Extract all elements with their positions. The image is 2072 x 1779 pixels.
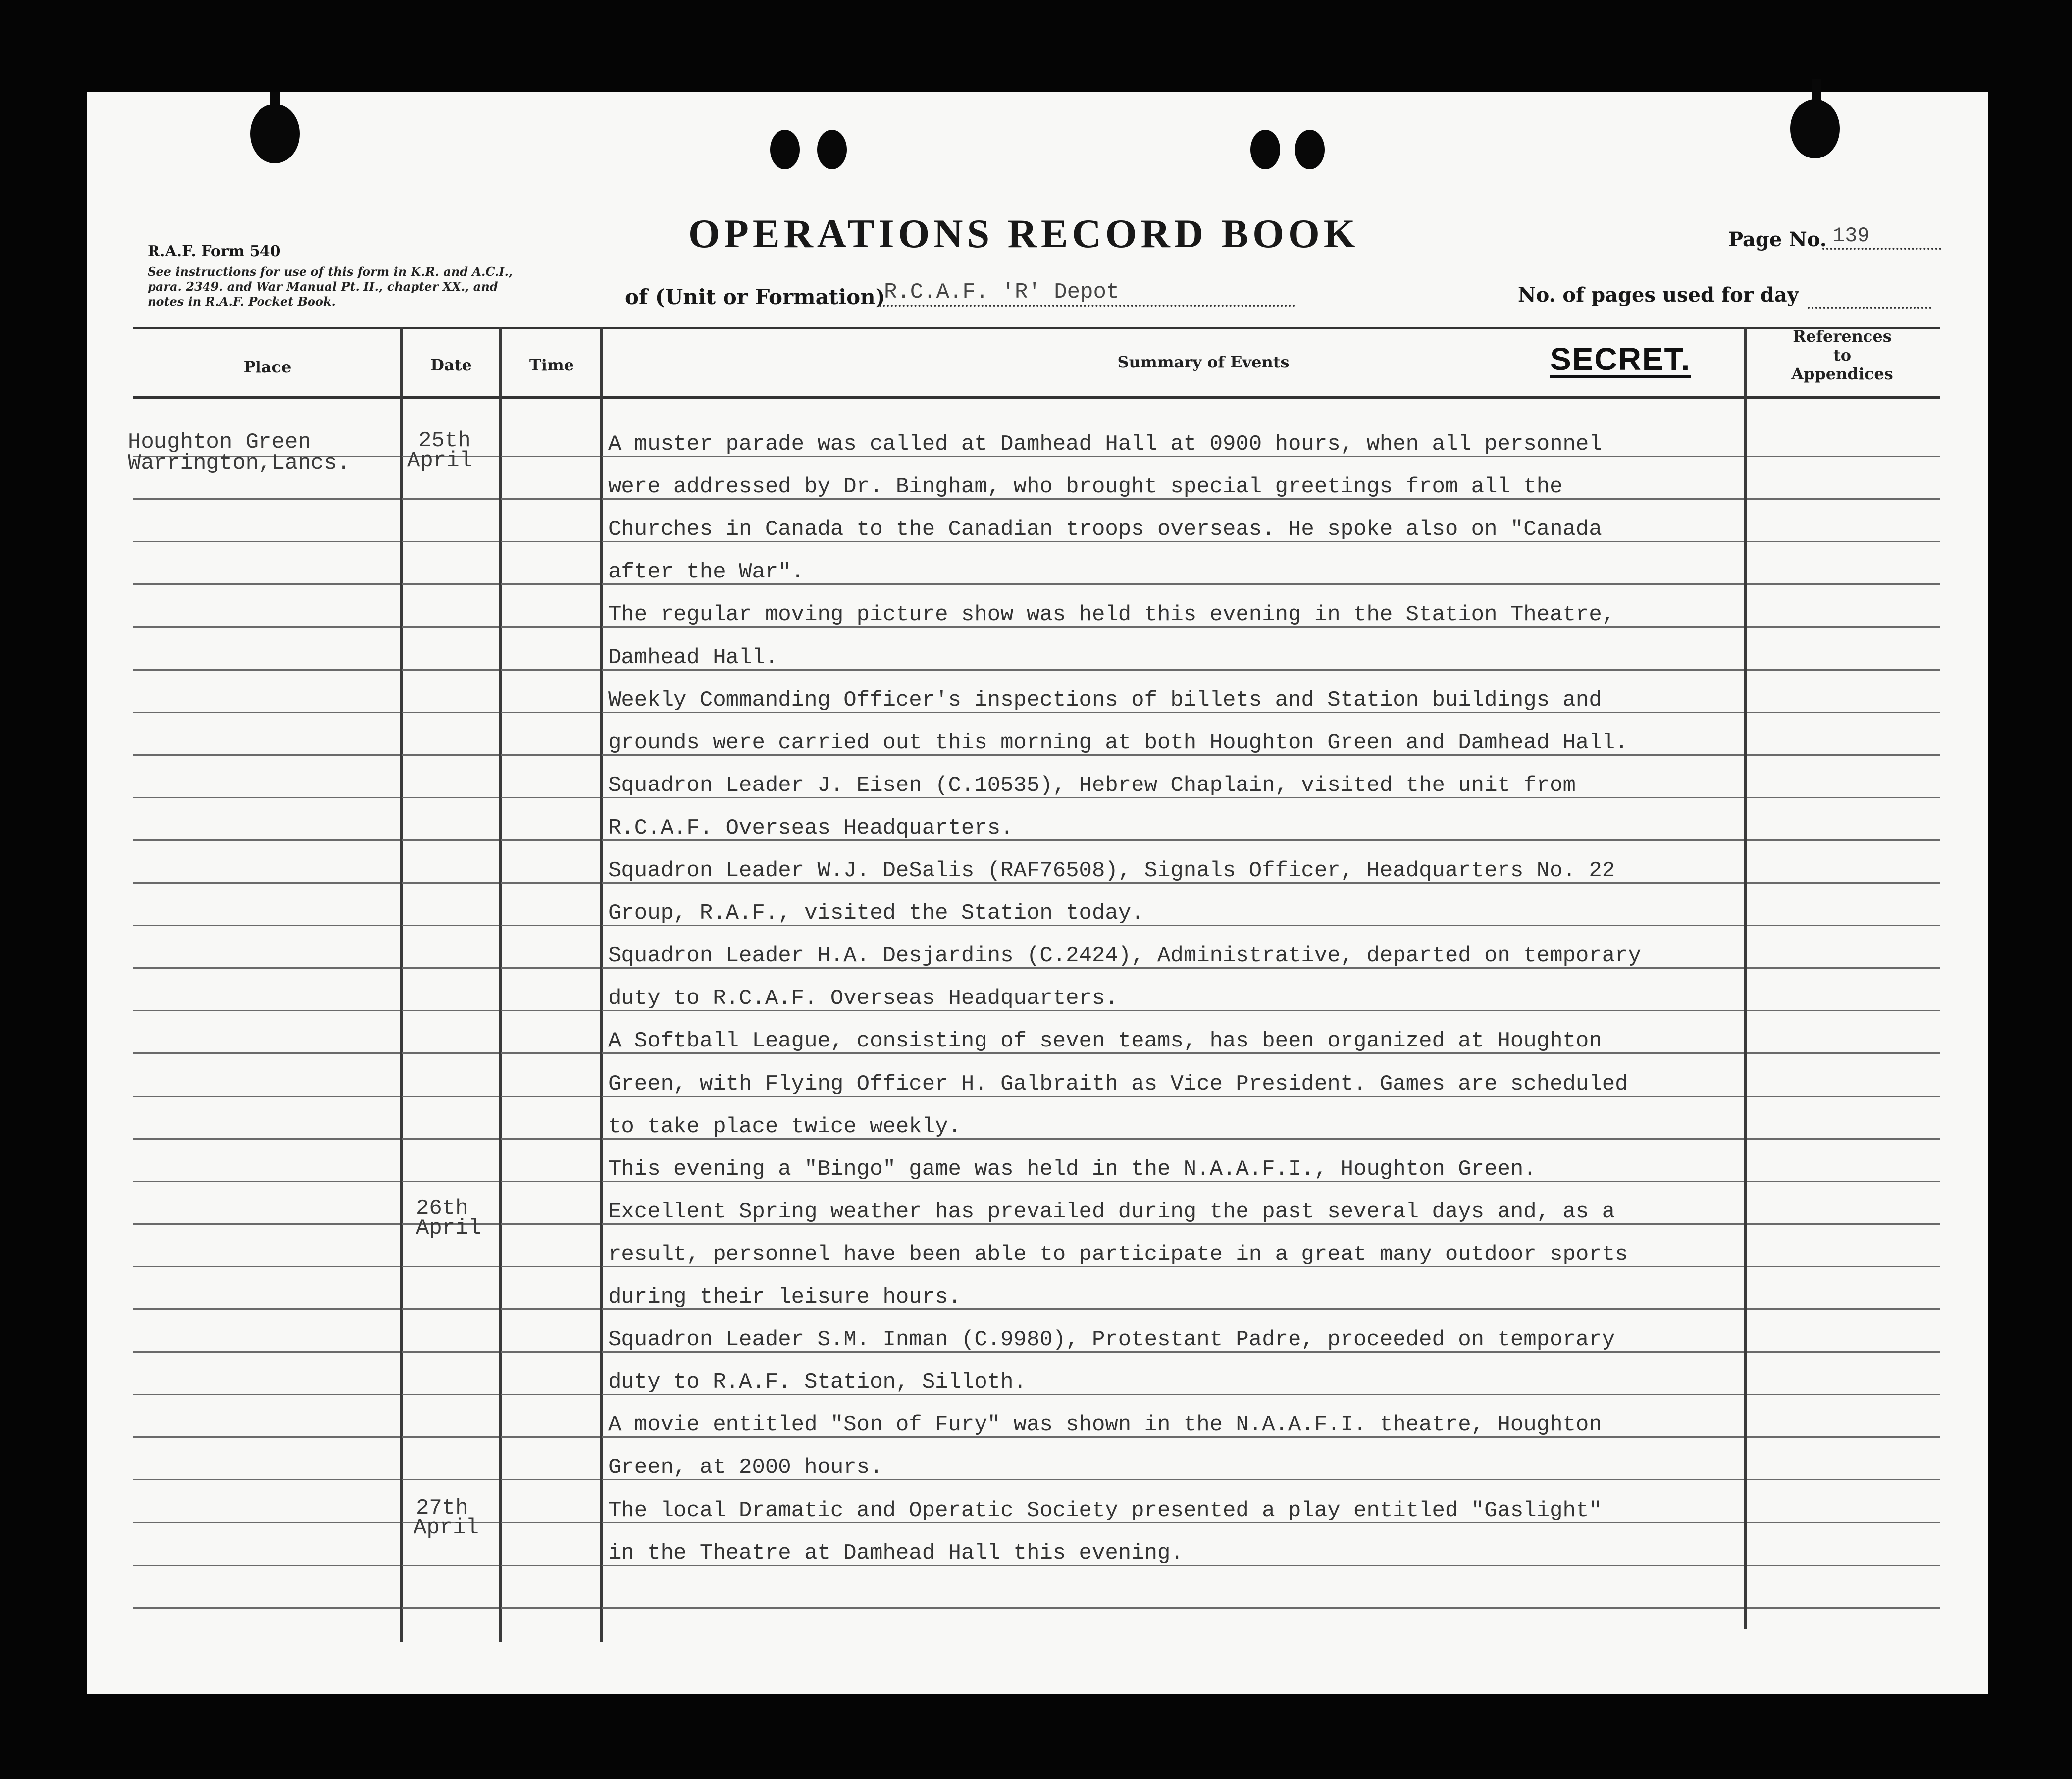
ruled-line <box>1747 1308 1940 1310</box>
ruled-line <box>1747 1522 1940 1523</box>
right-binder-hole <box>1790 99 1840 158</box>
date-25-day: 25th <box>418 428 471 453</box>
event-line: Squadron Leader J. Eisen (C.10535), Hebrew Chaplain, visited the unit from <box>608 773 1576 798</box>
ruled-line <box>1747 1479 1940 1480</box>
ruled-line <box>402 626 499 628</box>
ruled-line <box>501 626 600 628</box>
ruled-line <box>1747 1010 1940 1011</box>
header-references-line1: References <box>1793 327 1892 346</box>
event-line: Squadron Leader S.M. Inman (C.9980), Protestant Padre, proceeded on temporary <box>608 1327 1615 1352</box>
ruled-line <box>1747 583 1940 585</box>
page-title: OPERATIONS RECORD BOOK <box>688 211 1359 256</box>
ruled-line <box>1747 1607 1940 1609</box>
event-line: Squadron Leader W.J. DeSalis (RAF76508), Signals Officer, Headquarters No. 22 <box>608 858 1615 883</box>
ruled-line <box>1747 541 1940 542</box>
ruled-line <box>402 1052 499 1054</box>
ruled-line <box>402 1565 499 1566</box>
event-line: Weekly Commanding Officer's inspections of billets and Station buildings and <box>608 688 1602 713</box>
ruled-line <box>402 754 499 756</box>
event-line: The regular moving picture show was held this evening in the Station Theatre, <box>608 602 1615 627</box>
ruled-line <box>1747 1096 1940 1097</box>
event-line: Green, at 2000 hours. <box>608 1455 883 1480</box>
ruled-line <box>133 967 400 969</box>
page-number-label: Page No. <box>1728 228 1827 251</box>
ruled-line <box>501 456 600 457</box>
ruled-line <box>402 1181 499 1182</box>
event-line: A muster parade was called at Damhead Hall at 0900 hours, when all personnel <box>608 432 1602 457</box>
ruled-line <box>133 1266 400 1267</box>
ruled-line <box>133 583 400 585</box>
table-top-rule <box>133 327 1940 329</box>
event-line: A movie entitled "Son of Fury" was shown in the N.A.A.F.I. theatre, Houghton <box>608 1413 1602 1437</box>
punch-hole <box>770 130 800 169</box>
ruled-line <box>402 1479 499 1480</box>
ruled-line <box>133 1308 400 1310</box>
ruled-line <box>1747 712 1940 713</box>
ruled-line <box>402 669 499 671</box>
ruled-line <box>133 839 400 841</box>
ruled-line <box>402 839 499 841</box>
ruled-line <box>1747 1138 1940 1140</box>
ruled-line <box>501 967 600 969</box>
ruled-line <box>133 754 400 756</box>
ruled-line <box>133 1522 400 1523</box>
pages-used-label: No. of pages used for day <box>1518 283 1799 307</box>
time-summary-divider <box>600 327 603 1642</box>
ruled-line <box>501 1052 600 1054</box>
event-line: Churches in Canada to the Canadian troops overseas. He spoke also on "Canada <box>608 517 1602 542</box>
ruled-line <box>402 1308 499 1310</box>
ruled-line <box>1747 967 1940 969</box>
ruled-line <box>501 712 600 713</box>
ruled-line <box>1747 1394 1940 1395</box>
ruled-line <box>133 1052 400 1054</box>
ruled-line <box>402 583 499 585</box>
header-date: Date <box>430 356 472 374</box>
punch-hole <box>1250 130 1280 169</box>
ruled-line <box>133 541 400 542</box>
unit-value <box>879 280 1295 307</box>
header-place: Place <box>243 358 292 376</box>
ruled-line <box>501 1010 600 1011</box>
ruled-line <box>133 1223 400 1225</box>
ruled-line <box>1747 498 1940 500</box>
punch-hole <box>1295 130 1325 169</box>
event-line: Group, R.A.F., visited the Station today. <box>608 901 1144 926</box>
ruled-line <box>501 1565 600 1566</box>
place-line-1: Houghton Green <box>128 430 311 455</box>
ruled-line <box>1747 1181 1940 1182</box>
secret-stamp: SECRET. <box>1550 343 1691 378</box>
place-line-2: Warrington,Lancs. <box>128 451 350 475</box>
ruled-line <box>133 1607 400 1609</box>
place-date-divider <box>400 327 403 1642</box>
ruled-line <box>501 1223 600 1225</box>
header-references-line3: Appendices <box>1791 365 1893 383</box>
ruled-line <box>133 1394 400 1395</box>
ruled-line <box>1747 925 1940 926</box>
event-line: Green, with Flying Officer H. Galbraith as Vice President. Games are scheduled <box>608 1072 1628 1097</box>
ruled-line <box>501 925 600 926</box>
ruled-line <box>133 498 400 500</box>
ruled-line <box>501 1436 600 1438</box>
ruled-line <box>501 1096 600 1097</box>
ruled-line <box>133 1351 400 1353</box>
ruled-line <box>1747 1436 1940 1438</box>
ruled-line <box>402 797 499 798</box>
ruled-line <box>1747 1266 1940 1267</box>
ruled-line <box>1747 626 1940 628</box>
ruled-line <box>133 1096 400 1097</box>
ruled-line <box>1747 669 1940 671</box>
date-26-month: April <box>416 1216 482 1241</box>
ruled-line <box>402 498 499 500</box>
form-instructions-2: para. 2349. and War Manual Pt. II., chapter XX., and <box>148 279 498 294</box>
date-26-day: 26th <box>416 1196 468 1221</box>
ruled-line <box>402 1436 499 1438</box>
event-line: grounds were carried out this morning at both Houghton Green and Damhead Hall. <box>608 731 1628 755</box>
ruled-line <box>1747 1052 1940 1054</box>
ruled-line <box>1747 456 1940 457</box>
ruled-line <box>402 1351 499 1353</box>
ruled-line <box>1747 839 1940 841</box>
form-instructions-3: notes in R.A.F. Pocket Book. <box>148 294 336 309</box>
form-sheet <box>87 92 1988 1694</box>
ruled-line <box>602 1607 1744 1609</box>
ruled-line <box>133 1436 400 1438</box>
date-27-month: April <box>414 1516 479 1540</box>
event-line: after the War". <box>608 560 805 584</box>
pages-used-value <box>1808 285 1931 309</box>
event-line: were addressed by Dr. Bingham, who brought special greetings from all the <box>608 474 1563 499</box>
event-line: duty to R.A.F. Station, Silloth. <box>608 1370 1027 1395</box>
ruled-line <box>133 1181 400 1182</box>
ruled-line <box>501 1522 600 1523</box>
event-line: The local Dramatic and Operatic Society presented a play entitled "Gaslight" <box>608 1498 1602 1523</box>
event-line: during their leisure hours. <box>608 1285 961 1309</box>
event-line: Damhead Hall. <box>608 645 778 670</box>
ruled-line <box>501 1181 600 1182</box>
ruled-line <box>133 882 400 884</box>
ruled-line <box>402 1010 499 1011</box>
ruled-line <box>402 541 499 542</box>
ruled-line <box>402 1138 499 1140</box>
page-number-text: 139 <box>1832 224 1870 248</box>
ruled-line <box>1747 1565 1940 1566</box>
ruled-line <box>501 754 600 756</box>
header-time: Time <box>529 356 574 374</box>
event-line: A Softball League, consisting of seven teams, has been organized at Houghton <box>608 1029 1602 1053</box>
ruled-line <box>501 498 600 500</box>
ruled-line <box>402 1607 499 1609</box>
ruled-line <box>402 967 499 969</box>
ruled-line <box>501 1351 600 1353</box>
ruled-line <box>501 882 600 884</box>
ruled-line <box>133 712 400 713</box>
ruled-line <box>501 797 600 798</box>
ruled-line <box>501 1266 600 1267</box>
ruled-line <box>1747 1223 1940 1225</box>
ruled-line <box>402 1266 499 1267</box>
form-name: R.A.F. Form 540 <box>148 243 281 260</box>
punch-hole <box>817 130 847 169</box>
summary-references-divider <box>1744 327 1747 1629</box>
ruled-line <box>133 1010 400 1011</box>
event-line: This evening a "Bingo" game was held in the N.A.A.F.I., Houghton Green. <box>608 1157 1537 1182</box>
header-references <box>1748 327 1936 383</box>
ruled-line <box>1747 797 1940 798</box>
date-time-divider <box>499 327 502 1642</box>
ruled-line <box>133 669 400 671</box>
unit-label: of (Unit or Formation) <box>625 285 885 309</box>
ruled-line <box>501 1479 600 1480</box>
ruled-line <box>501 541 600 542</box>
ruled-line <box>501 839 600 841</box>
ruled-line <box>1747 754 1940 756</box>
ruled-line <box>402 712 499 713</box>
ruled-line <box>402 1096 499 1097</box>
ruled-line <box>133 1138 400 1140</box>
header-references-line2: to <box>1833 346 1852 365</box>
ruled-line <box>1747 1351 1940 1353</box>
ruled-line <box>402 882 499 884</box>
ruled-line <box>133 925 400 926</box>
event-line: duty to R.C.A.F. Overseas Headquarters. <box>608 986 1118 1011</box>
ruled-line <box>501 583 600 585</box>
ruled-line <box>501 669 600 671</box>
ruled-line <box>501 1138 600 1140</box>
ruled-line <box>1747 882 1940 884</box>
event-line: R.C.A.F. Overseas Headquarters. <box>608 816 1014 840</box>
date-27-day: 27th <box>416 1496 468 1520</box>
ruled-line <box>402 925 499 926</box>
header-summary: Summary of Events <box>1117 353 1290 371</box>
date-25-month: April <box>407 448 473 473</box>
ruled-line <box>501 1394 600 1395</box>
event-line: to take place twice weekly. <box>608 1114 961 1139</box>
form-instructions-1: See instructions for use of this form in K.R. and A.C.I., <box>148 264 513 279</box>
ruled-line <box>133 626 400 628</box>
event-line: in the Theatre at Damhead Hall this evening. <box>608 1541 1184 1566</box>
event-line: Excellent Spring weather has prevailed during the past several days and, as a <box>608 1200 1615 1224</box>
ruled-line <box>501 1308 600 1310</box>
ruled-line <box>133 797 400 798</box>
ruled-line <box>402 1394 499 1395</box>
event-line: Squadron Leader H.A. Desjardins (C.2424), Administrative, departed on temporary <box>608 943 1641 968</box>
unit-value-text: R.C.A.F. 'R' Depot <box>884 280 1120 305</box>
page-number-value <box>1822 224 1941 250</box>
left-binder-hole <box>250 104 300 163</box>
ruled-line <box>133 1565 400 1566</box>
event-line: result, personnel have been able to participate in a great many outdoor sports <box>608 1242 1628 1267</box>
table-header-rule <box>133 396 1940 399</box>
ruled-line <box>133 1479 400 1480</box>
ruled-line <box>501 1607 600 1609</box>
